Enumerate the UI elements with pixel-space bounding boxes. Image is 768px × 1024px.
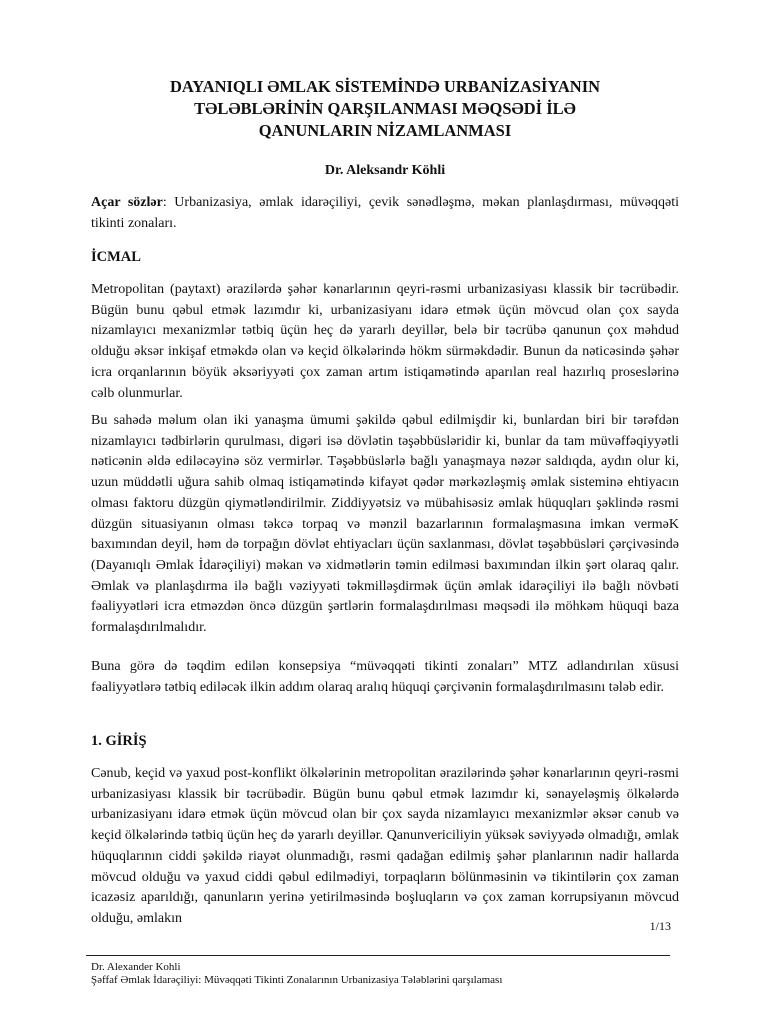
abstract-paragraph-3: Buna görə də təqdim edilən konsepsiya “müvəqqəti tikinti zonaları” MTZ adlandırılan xüsusi fəaliyyətlərə tətbiq ediləcək ilkin addım olaraq aralıq hüquqi çərçivənin formalaşdırılmasını tələb edir. bbox=[91, 659, 679, 695]
title-line-2: TƏLƏBLƏRİNİN QARŞILANMASI MƏQSƏDİ İLƏ bbox=[194, 99, 576, 118]
footer-divider bbox=[86, 955, 670, 956]
footer-author: Dr. Alexander Kohli bbox=[91, 961, 181, 973]
document-title bbox=[91, 76, 679, 142]
keywords-paragraph bbox=[91, 193, 679, 234]
author-name: Dr. Aleksandr Köhli bbox=[324, 163, 446, 178]
abstract-paragraph-1: Metropolitan (paytaxt) ərazilərdə şəhər kənarlarının qeyri-rəsmi urbanizasiyası klassik bir təcrübədir. Bügün bunu qəbul etmək lazımdır ki, urbanizasiyanı idarə etmək üçün mövcud olan çox sayda nizamlayıcı mexanizmlər tətbiq üçün heç də yararlı deyillər, belə bir təcrübə qanunun çox məhdud olduğu əksər inkişaf etməkdə olan və keçid ölkələrində hökm sürməkdədir. Bunun da nəticəsində şəhər icra orqanlarının böyük əksəriyyəti çox zaman artım istiqamətində aparılan real hazırlıq proseslərinə cəlb olunmurlar. bbox=[91, 282, 679, 401]
footer-title: Şəffaf Əmlak İdarəçiliyi: Müvəqqəti Tikinti Zonalarının Urbanizasiya Tələblərini qarşılaması bbox=[91, 974, 503, 986]
page-footer bbox=[91, 961, 691, 987]
title-line-3: QANUNLARIN NİZAMLANMASI bbox=[258, 121, 512, 140]
title-line-1: DAYANIQLI ƏMLAK SİSTEMİNDƏ URBANİZASİYANIN bbox=[169, 77, 601, 96]
abstract-heading: İCMAL bbox=[91, 249, 141, 265]
keywords-text: : Urbanizasiya, əmlak idarəçiliyi, çevik sənədləşmə, məkan planlaşdırması, müvəqqəti tikinti zonaları. bbox=[91, 195, 680, 231]
page-number: 1/13 bbox=[649, 919, 671, 933]
keywords-label: Açar sözlər bbox=[91, 195, 163, 210]
intro-heading: 1. GİRİŞ bbox=[91, 733, 147, 749]
abstract-paragraph-2: Bu sahədə məlum olan iki yanaşma ümumi şəkildə qəbul edilmişdir ki, bunlardan biri bir tərəfdən nizamlayıcı tədbirlərin qurulması, digəri isə dövlətin təşəbbüsləridir ki, bunlar da tam müvəffəqiyyətli nəticənin əldə ediləcəyinə söz vermirlər. Təşəbbüslərlə bağlı yanaşmaya nəzər saldıqda, aydın olur ki, uzun müddətli uğura sahib olmaq istiqamətində kifayət qədər mərkəzləşmiş əmlak sisteminə ehtiyacın olması faktoru düzgün qiymətləndirilmir. Ziddiyyətsiz və mübahisəsiz əmlak hüquqları şəklində rəsmi düzgün situasiyanın olması təkcə torpaq və mənzil bazarlarının formalaşmasına imkan verməK baxımından deyil, həm də torpağın dövlət ehtiyacları üçün saxlanması, dövlət təşəbbüsləri çərçivəsində (Dayanıqlı Əmlak İdarəçiliyi) məkan və xidmətlərin təmin edilməsi baxımından ilkin şərt olaraq qalır. Əmlak və planlaşdırma ilə bağlı vəziyyəti təkmilləşdirmək üçün əmlak idarəçiliyi ilə bağlı növbəti fəaliyyətləri icra etməzdən öncə düzgün şərtlərin formalaşdırılması məqsədi ilə möhkəm hüquqi baza formalaşdırılmalıdır. bbox=[91, 413, 679, 636]
intro-paragraph-1: Cənub, keçid və yaxud post-konflikt ölkələrinin metropolitan ərazilərində şəhər kənarlarının qeyri-rəsmi urbanizasiyası klassik bir təcrübədir. Bügün bunu qəbul etmək lazımdır ki, sənayeləşmiş ölkələrdə urbanizasiyanı idarə etmək üçün mövcud olan bir çox sayda nizamlayıcı mexanizmlər əksər cənub və keçid ölkələrində tətbiq üçün heç də yararlı deyillər. Qanunvericiliyin yüksək səviyyədə olmadığı, əmlak hüquqlarının ciddi şəkildə riayət olunmadığı, rəsmi qadağan edilmiş şəhər planlarının nadir hallarda mövcud olduğu və yaxud ciddi qəbul edilmədiyi, torpaqların bölünməsinin və tikintilərin çox zaman icazəsiz aparıldığı, qanunların yerinə yetirilməsində boşluqların və çox zaman korrupsiyanın mövcud olduğu, əmlakın bbox=[91, 766, 679, 926]
